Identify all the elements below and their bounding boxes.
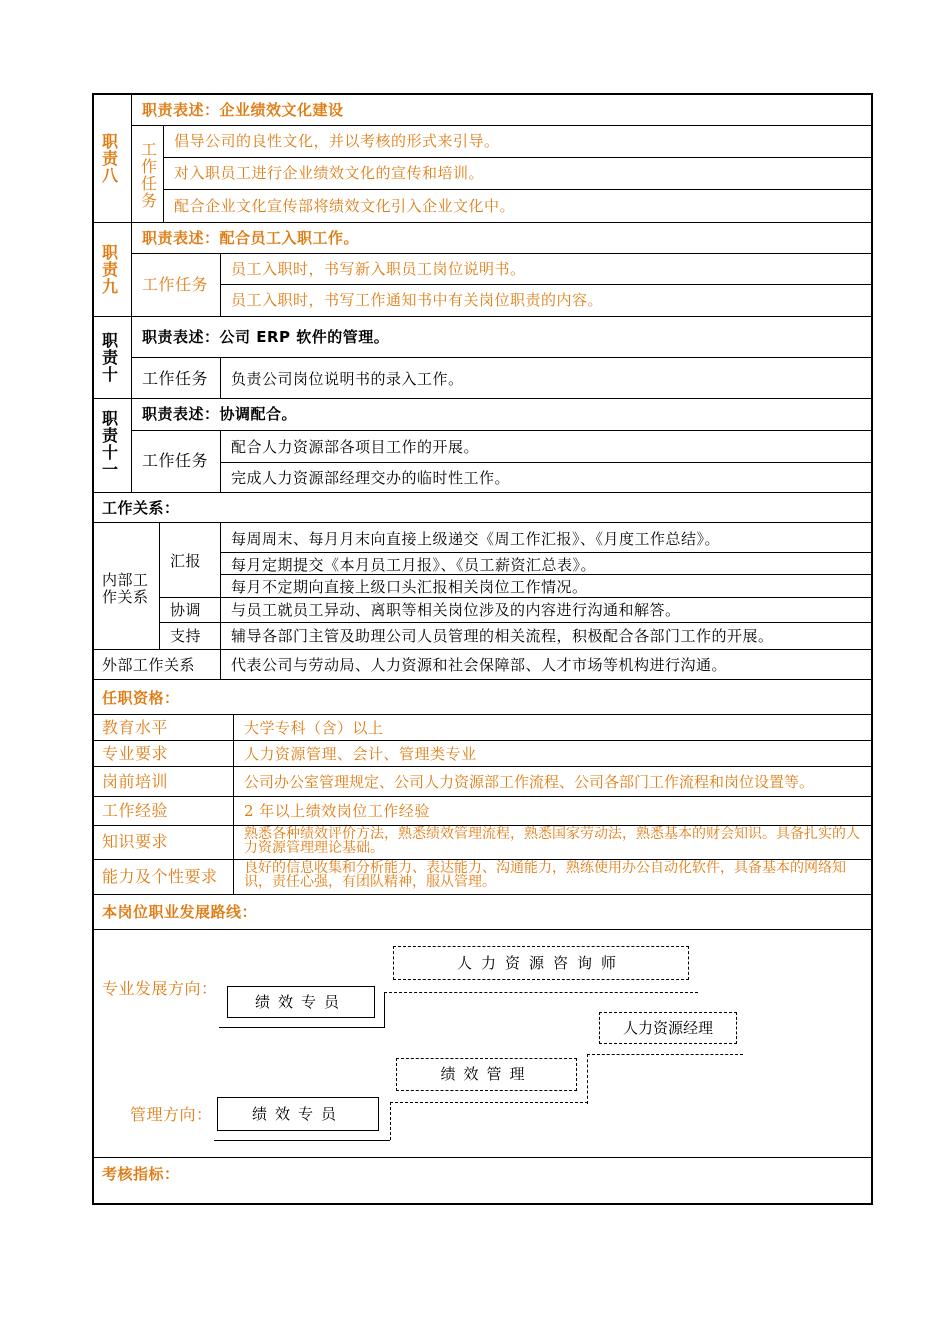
qual-ability-value: 良好的信息收集和分析能力、表达能力、沟通能力，熟练使用办公自动化软件，具备基本的网络知识，责任心强，有团队精神，服从管理。 <box>244 860 846 890</box>
duty-9-task-2: 员工入职时，书写工作通知书中有关岗位职责的内容。 <box>231 291 604 309</box>
qual-knowledge-label: 知识要求 <box>102 832 169 851</box>
duty-11-task-1: 配合人力资源部各项目工作的开展。 <box>231 438 480 456</box>
qual-major-label: 专业要求 <box>102 744 169 763</box>
qual-training-value: 公司办公室管理规定、公司人力资源部工作流程、公司各部门工作流程和岗位设置等。 <box>244 773 815 791</box>
duty-8-task-label: 工作任务 <box>140 140 157 210</box>
relations-title: 工作关系： <box>102 499 180 517</box>
external-item: 代表公司与劳动局、人力资源和社会保障部、人才市场等机构进行沟通。 <box>231 656 728 674</box>
duty-10-desc: 职责表述：公司 ERP 软件的管理。 <box>142 328 390 346</box>
duty-8-label: 职责八 <box>101 132 118 185</box>
duty-11-task-2: 完成人力资源部经理交办的临时性工作。 <box>231 469 511 487</box>
career-hr-manager: 人力资源经理 <box>599 1012 737 1044</box>
duty-9-task-label: 工作任务 <box>142 275 209 294</box>
report-item-1: 每周周末、每月月末向直接上级递交《周工作汇报》、《月度工作总结》。 <box>231 530 721 548</box>
qual-experience-value: 2 年以上绩效岗位工作经验 <box>244 802 430 820</box>
duty-8-desc: 职责表述：企业绩效文化建设 <box>142 101 344 119</box>
duty-8-task-3: 配合企业文化宣传部将绩效文化引入企业文化中。 <box>174 197 516 215</box>
career-mgmt-start: 绩效专员 <box>217 1097 379 1131</box>
duty-8-task-2: 对入职员工进行企业绩效文化的宣传和培训。 <box>174 164 485 182</box>
internal-relations-label: 内部工作关系 <box>102 571 149 606</box>
coord-item: 与员工就员工异动、离职等相关岗位涉及的内容进行沟通和解答。 <box>231 601 681 619</box>
career-title: 本岗位职业发展路线： <box>102 903 258 921</box>
duty-9-label: 职责九 <box>101 243 118 296</box>
career-perf-management: 绩效管理 <box>396 1058 577 1091</box>
duty-8-task-1: 倡导公司的良性文化，并以考核的形式来引导。 <box>174 132 500 150</box>
duty-11-label: 职责十一 <box>101 409 118 479</box>
external-relations-label: 外部工作关系 <box>102 656 196 674</box>
qual-education-label: 教育水平 <box>102 718 169 737</box>
career-hr-consultant: 人力资源咨询师 <box>393 946 689 980</box>
duty-10-task-label: 工作任务 <box>142 369 209 388</box>
qual-major-value: 人力资源管理、会计、管理类专业 <box>244 745 477 763</box>
assessment-title: 考核指标： <box>102 1165 180 1183</box>
coord-label: 协调 <box>170 601 202 619</box>
duty-11-task-label: 工作任务 <box>142 451 209 470</box>
professional-direction-label: 专业发展方向： <box>102 979 218 998</box>
duty-10-task-1: 负责公司岗位说明书的录入工作。 <box>231 370 464 388</box>
qual-knowledge-value: 熟悉各种绩效评价方法，熟悉绩效管理流程，熟悉国家劳动法，熟悉基本的财会知识。具备扎实的人力资源管理理论基础。 <box>244 826 860 856</box>
duty-9-task-1: 员工入职时，书写新入职员工岗位说明书。 <box>231 260 526 278</box>
qual-education-value: 大学专科（含）以上 <box>244 719 384 737</box>
qual-experience-label: 工作经验 <box>102 801 169 820</box>
duty-11-desc: 职责表述：协调配合。 <box>142 405 298 423</box>
duty-9-desc: 职责表述：配合员工入职工作。 <box>142 229 360 247</box>
report-item-3: 每月不定期向直接上级口头汇报相关岗位工作情况。 <box>231 578 588 596</box>
qual-ability-label: 能力及个性要求 <box>102 867 218 886</box>
career-prof-start: 绩效专员 <box>227 986 375 1018</box>
qual-training-label: 岗前培训 <box>102 772 169 791</box>
support-label: 支持 <box>170 627 202 645</box>
qualifications-title: 任职资格： <box>102 689 180 707</box>
support-item: 辅导各部门主管及助理公司人员管理的相关流程，积极配合各部门工作的开展。 <box>231 627 774 645</box>
report-label: 汇报 <box>170 552 202 570</box>
report-item-2: 每月定期提交《本月员工月报》、《员工薪资汇总表》。 <box>231 556 597 574</box>
duty-10-label: 职责十 <box>101 331 118 384</box>
management-direction-label: 管理方向： <box>130 1105 213 1124</box>
